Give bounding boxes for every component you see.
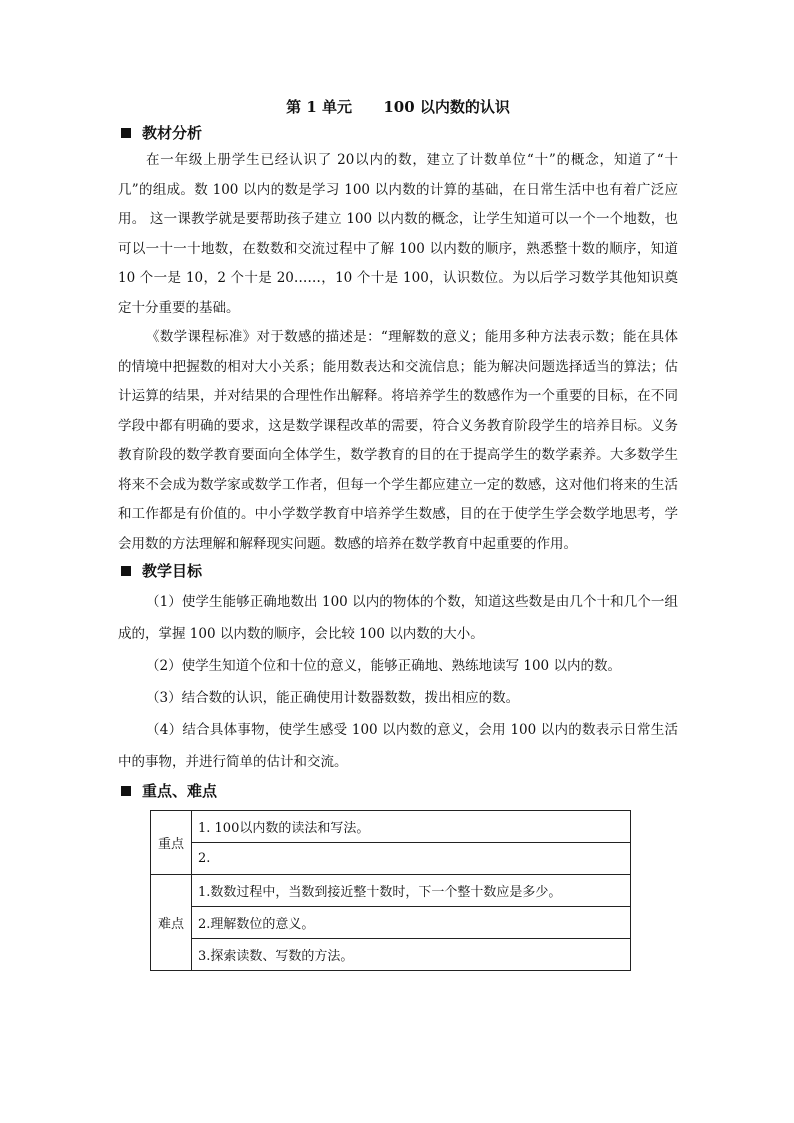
key-item-cell: 1. 100以内数的读法和写法。 <box>192 811 631 843</box>
section-heading-label: 教学目标 <box>142 562 203 580</box>
goal-item: （2）使学生知道个位和十位的意义，能够正确地、熟练地读写 100 以内的数。 <box>146 658 621 674</box>
goal-item: （4）结合具体事物，使学生感受 100 以内数的意义，会用 100 以内的数表示日常生活中的事物，并进行简单的估计和交流。 <box>118 722 678 770</box>
section-heading-label: 重点、难点 <box>142 782 218 800</box>
table-row <box>151 843 631 875</box>
analysis-paragraph: 《数学课程标准》对于数感的描述是：“理解数的意义；能用多种方法表示数；能在具体的情境中把握数的相对大小关系；能用数表达和交流信息；能为解决问题选择适当的算法；估计运算的结果，并对结果的合理性作出解释。将培养学生的数感作为一个重要的目标，在不同学段中都有明确的要求，这是数学课程改革的需要，符合义务教育阶段学生的培养目标。义务教育阶段的数学教育要面向全体学生，数学教育的目的在于提高学生的数学素养。大多数学生将来不会成为数学家或数学工作者，但每一个学生都应建立一定的数感，这对他们将来的生活和工作都是有价值的。中小学数学教育中培养学生数感，目的在于使学生学会数学地思考，学会用数的方法理解和解释现实问题。数感的培养在数学教育中起重要的作用。 <box>118 329 678 552</box>
table-row <box>151 907 631 939</box>
key-difficult-table <box>150 810 631 971</box>
key-item-cell: 2. <box>192 843 631 875</box>
difficult-item-cell: 1.数数过程中，当数到接近整十数时，下一个整十数应是多少。 <box>192 875 631 907</box>
difficult-label-cell: 难点 <box>151 875 192 971</box>
document-page <box>118 96 678 964</box>
goal-item: （3）结合数的认识，能正确使用计数器数数，拨出相应的数。 <box>146 690 520 706</box>
table-row <box>151 875 631 907</box>
square-bullet-icon <box>121 566 131 576</box>
page-title: 第 1 单元 100 以内数的认识 <box>286 98 510 116</box>
square-bullet-icon <box>121 786 131 796</box>
table-row <box>151 811 631 843</box>
analysis-paragraph: 在一年级上册学生已经认识了 20以内的数，建立了计数单位“十”的概念，知道了“十几”的组成。数 100 以内的数是学习 100 以内数的计算的基础，在日常生活中也有着广泛应用。 这一课教学就是要帮助孩子建立 100 以内数的概念，让学生知道可以一个一个地数，也可以一十一十地数，在数数和交流过程中了解 100 以内数的顺序，熟悉整十数的顺序，知道 10 个一是 10，2 个十是 20……，10 个十是 100，认识数位。为以后学习数学其他知识奠定十分重要的基础。 <box>118 152 678 316</box>
goal-item: （1）使学生能够正确地数出 100 以内的物体的个数，知道这些数是由几个十和几个一组成的，掌握 100 以内数的顺序，会比较 100 以内数的大小。 <box>118 594 678 642</box>
section-heading-analysis <box>118 122 678 144</box>
section-heading-key-points <box>118 780 678 802</box>
difficult-item-cell: 2.理解数位的意义。 <box>192 907 631 939</box>
table-row <box>151 939 631 971</box>
section-heading-goals <box>118 560 678 582</box>
difficult-item-cell: 3.探索读数、写数的方法。 <box>192 939 631 971</box>
square-bullet-icon <box>121 128 131 138</box>
key-label-cell: 重点 <box>151 811 192 875</box>
section-heading-label: 教材分析 <box>142 124 203 142</box>
